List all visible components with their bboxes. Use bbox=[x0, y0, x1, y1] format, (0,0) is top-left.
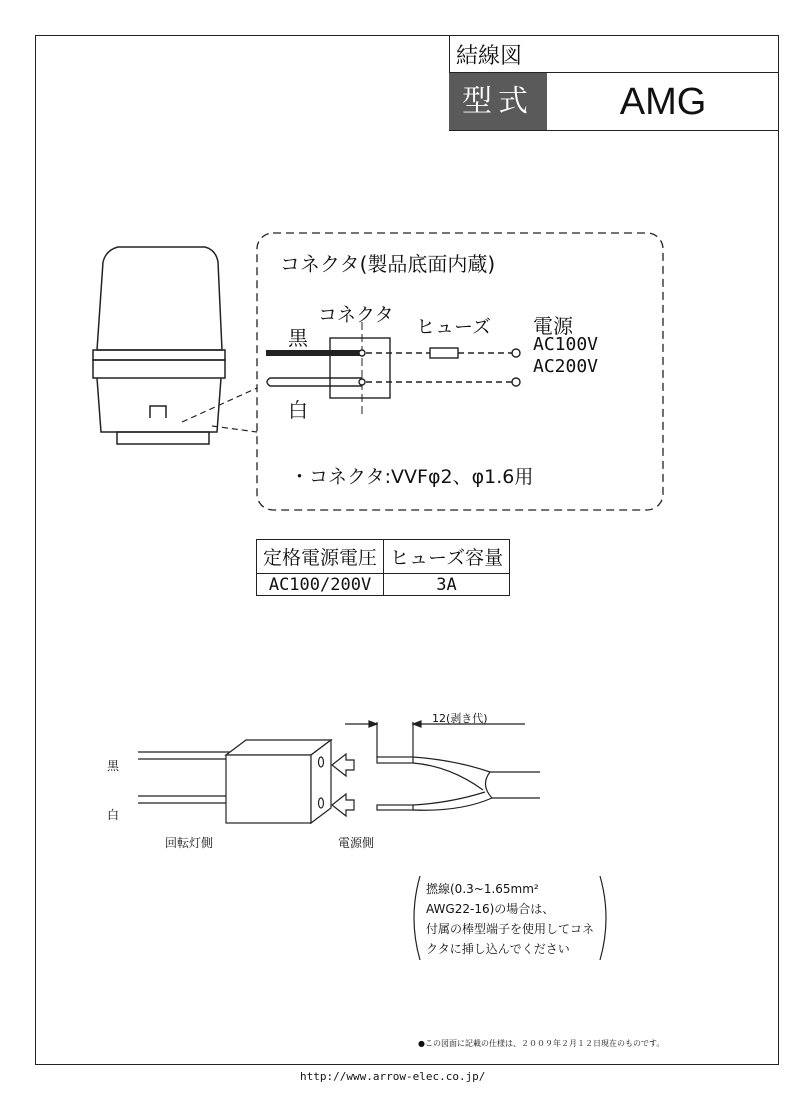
stranded-wire-note bbox=[426, 879, 594, 959]
note-line-4: クタに挿し込んでください bbox=[426, 942, 570, 956]
connector-label: コネクタ bbox=[318, 304, 394, 326]
black-wire-label: 黒 bbox=[288, 326, 308, 350]
fuse-label: ヒューズ bbox=[416, 316, 492, 338]
power-side-label: 電源側 bbox=[338, 836, 375, 850]
note-line-1: 撚線(0.3~1.65mm² bbox=[426, 882, 539, 896]
fuse-capacity-value: 3A bbox=[384, 574, 510, 596]
model-value: AMG bbox=[547, 73, 779, 131]
lamp-side-label: 回転灯側 bbox=[165, 836, 214, 850]
note-line-3: 付属の棒型端子を使用してコネ bbox=[426, 922, 595, 936]
white-wire-label: 白 bbox=[288, 398, 308, 422]
note-line-2: AWG22-16)の場合は、 bbox=[426, 902, 555, 916]
wiring-black-label: 黒 bbox=[107, 759, 120, 773]
model-label: 型式 bbox=[449, 73, 547, 131]
wiring-white-label: 白 bbox=[107, 808, 120, 822]
rating-table bbox=[256, 539, 510, 596]
power-label: 電源 bbox=[533, 314, 573, 338]
connector-note: ・コネクタ:VVFφ2、φ1.6用 bbox=[290, 466, 534, 488]
voltage-100: AC100V bbox=[533, 334, 599, 355]
lamp-illustration bbox=[93, 247, 225, 444]
rated-voltage-header: 定格電源電圧 bbox=[257, 540, 384, 574]
spec-date-note: ●この図面に記載の仕様は、２００９年２月１２日現在のものです。 bbox=[418, 1039, 665, 1048]
footer-url: http://www.arrow-elec.co.jp/ bbox=[300, 1070, 486, 1083]
drawing-title: 結線図 bbox=[449, 35, 779, 73]
connector-heading: コネクタ(製品底面内蔵) bbox=[280, 252, 496, 276]
fuse-capacity-header: ヒューズ容量 bbox=[384, 540, 510, 574]
rated-voltage-value: AC100/200V bbox=[257, 574, 384, 596]
voltage-200: AC200V bbox=[533, 356, 599, 377]
strip-length-label: 12(剥き代) bbox=[432, 712, 488, 725]
